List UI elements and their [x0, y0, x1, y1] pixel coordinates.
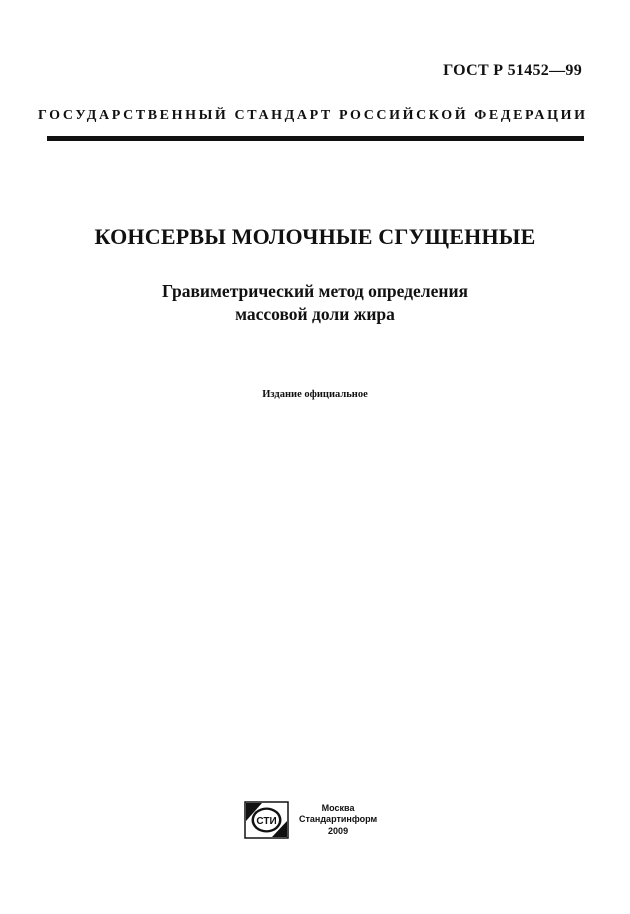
- document-subtitle: [0, 280, 630, 326]
- document-title: КОНСЕРВЫ МОЛОЧНЫЕ СГУЩЕННЫЕ: [94, 224, 536, 249]
- publisher-info: [299, 803, 377, 838]
- subtitle-line-1: Гравиметрический метод определения: [161, 281, 469, 301]
- publisher-city: Москва: [321, 802, 355, 813]
- publisher-name: Стандартинформ: [299, 814, 378, 825]
- publisher-logo-text: СТИ: [256, 815, 277, 827]
- publication-year: 2009: [328, 825, 349, 836]
- publisher-block: [244, 801, 377, 839]
- edition-label: Издание официальное: [262, 389, 368, 400]
- publisher-logo-icon: [244, 801, 289, 839]
- document-number: ГОСТ Р 51452—99: [443, 62, 582, 79]
- subtitle-line-2: массовой доли жира: [235, 304, 395, 324]
- header-rule: [47, 136, 584, 141]
- state-standard-heading: ГОСУДАРСТВЕННЫЙ СТАНДАРТ РОССИЙСКОЙ ФЕДЕРАЦИИ: [38, 108, 588, 123]
